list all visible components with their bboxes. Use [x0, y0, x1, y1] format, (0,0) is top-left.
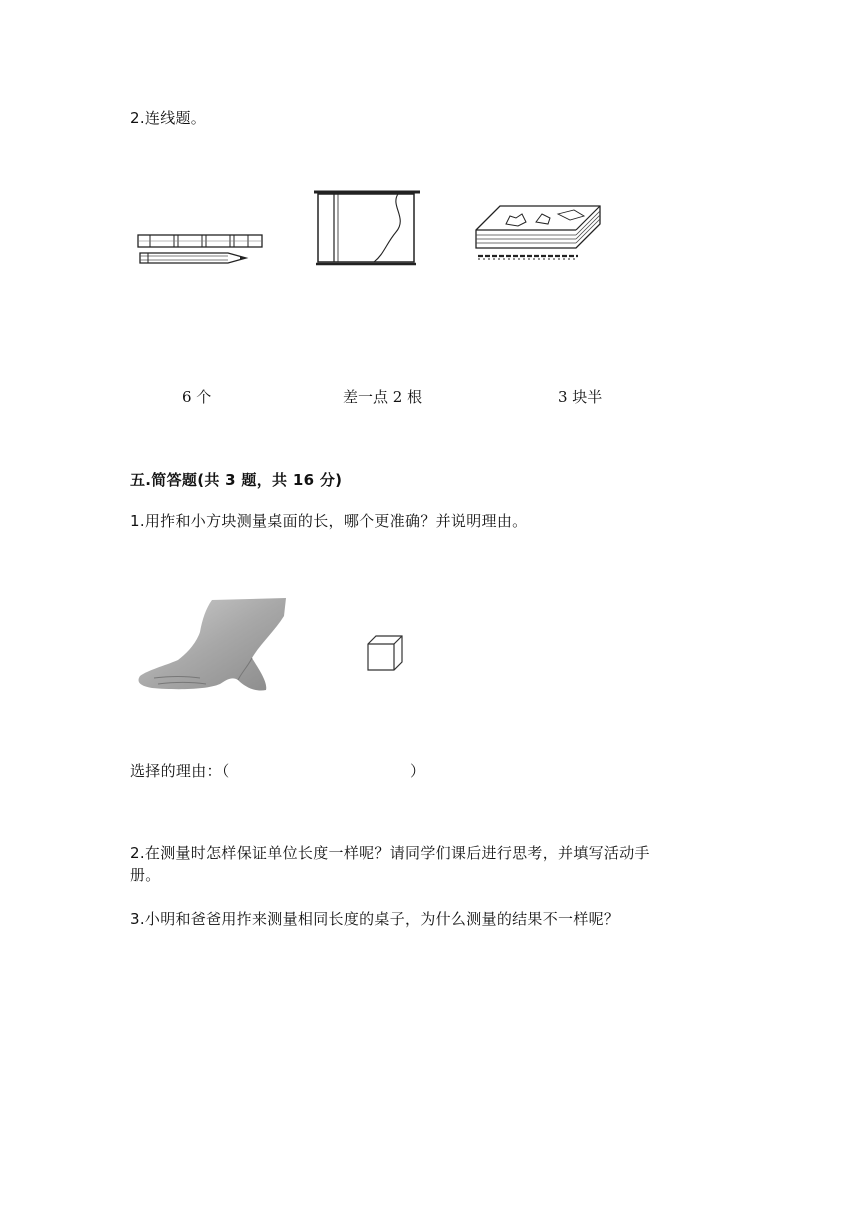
- cube-image: [364, 632, 406, 674]
- section-title: 五.简答题(共 3 题，共 16 分): [130, 471, 343, 489]
- matching-label-1: 6 个: [182, 388, 212, 406]
- pencil-and-straws-image: [136, 232, 266, 270]
- answer-prompt: 选择的理由：（: [130, 762, 230, 780]
- hand-span-image: [134, 596, 294, 696]
- short-answer-question-2-line-2: 册。: [130, 866, 161, 884]
- stacked-books-image: [466, 196, 606, 276]
- answer-close-paren: ）: [410, 762, 426, 780]
- board-frame-image: [312, 188, 424, 268]
- short-answer-question-2-line-1: 2.在测量时怎样保证单位长度一样呢？请同学们课后进行思考，并填写活动手: [130, 844, 650, 862]
- short-answer-question-3: 3.小明和爸爸用拃来测量相同长度的桌子，为什么测量的结果不一样呢？: [130, 910, 620, 928]
- matching-label-2: 差一点 2 根: [343, 388, 423, 406]
- short-answer-question-1: 1.用拃和小方块测量桌面的长，哪个更准确？并说明理由。: [130, 512, 528, 530]
- matching-label-3: 3 块半: [558, 388, 603, 406]
- question-2-title: 2.连线题。: [130, 109, 207, 127]
